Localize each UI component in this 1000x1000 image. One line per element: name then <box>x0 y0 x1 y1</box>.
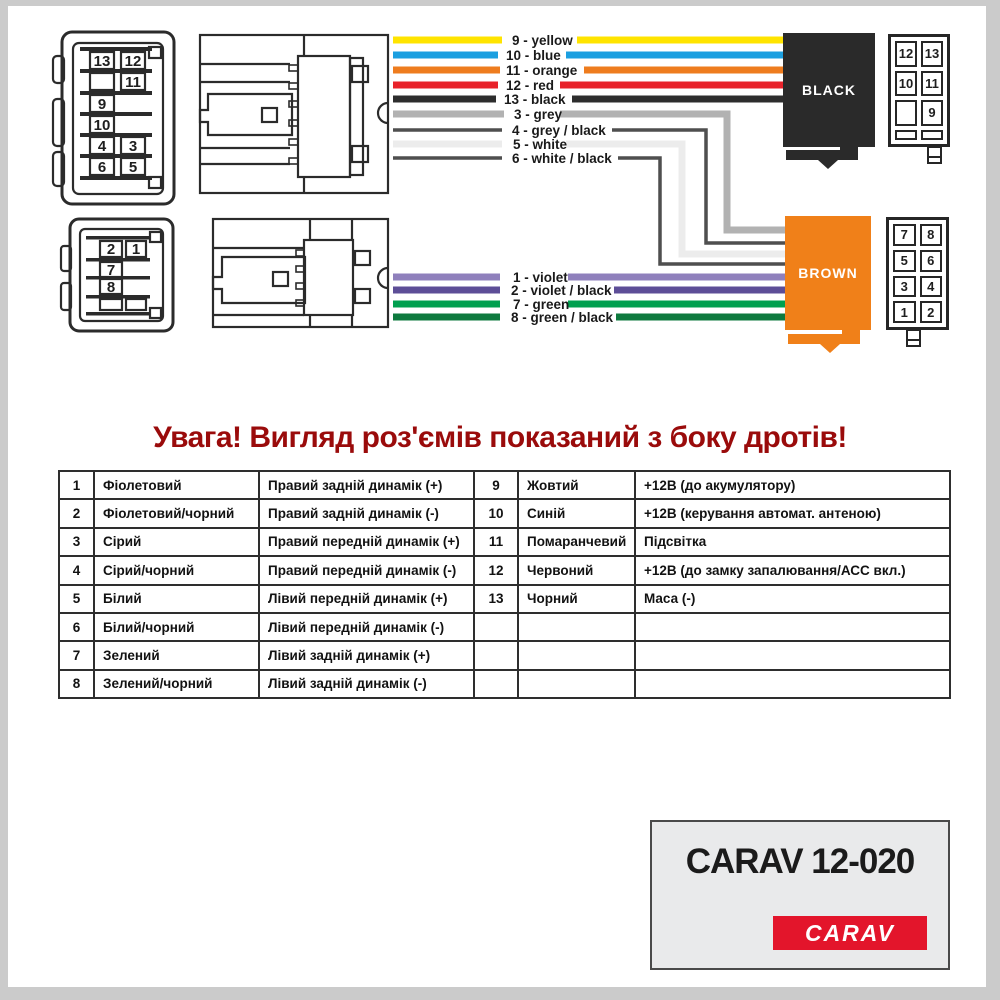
black-connector-block <box>783 33 875 147</box>
function-cell <box>635 641 950 669</box>
pin-number: 7 <box>106 262 116 279</box>
pin-number-cell: 4 <box>59 556 94 584</box>
pin-number-cell: 13 <box>474 585 518 613</box>
brand-box <box>650 820 950 970</box>
brand-model: CARAV 12-020 <box>685 842 915 881</box>
pin-cell-6: 6 <box>920 250 943 272</box>
pin-number-cell: 12 <box>474 556 518 584</box>
function-cell: Лівий передній динамік (-) <box>259 613 474 641</box>
pin-number-cell: 3 <box>59 528 94 556</box>
wire-label-4: 4 - grey / black <box>512 123 606 138</box>
function-cell <box>635 613 950 641</box>
function-cell: Лівий задній динамік (+) <box>259 641 474 669</box>
table-row <box>59 670 950 698</box>
function-cell: Правий задній динамік (+) <box>259 471 474 499</box>
wire-label-6: 6 - white / black <box>512 151 612 166</box>
pin-number-cell <box>474 613 518 641</box>
table-row <box>59 556 950 584</box>
pin-cell-empty <box>895 100 917 126</box>
pin-cell-empty <box>895 130 917 141</box>
wire-label-2: 2 - violet / black <box>511 283 612 298</box>
wire-color-cell <box>518 670 635 698</box>
function-cell: +12В (до акумулятору) <box>635 471 950 499</box>
black-pin-grid <box>888 34 950 147</box>
pin-cell-3: 3 <box>893 276 916 298</box>
function-cell: +12В (до замку запалювання/АСС вкл.) <box>635 556 950 584</box>
wire-label-5: 5 - white <box>513 137 568 152</box>
wire-table-body <box>59 471 950 698</box>
table-row <box>59 528 950 556</box>
pin-number: 4 <box>97 138 107 155</box>
pin-cell-4: 4 <box>920 276 943 298</box>
pin-cell-12: 12 <box>895 41 917 67</box>
connector-13pin-side <box>200 35 388 193</box>
wire-color-cell: Фіолетовий/чорний <box>94 499 259 527</box>
pin-cell-8: 8 <box>920 224 943 246</box>
pin-number: 2 <box>106 241 116 258</box>
wire-color-cell: Сірий/чорний <box>94 556 259 584</box>
wire-color-cell: Білий <box>94 585 259 613</box>
pin-number: 11 <box>125 74 141 91</box>
function-cell: Маса (-) <box>635 585 950 613</box>
pin-cell-10: 10 <box>895 71 917 97</box>
pin-number-cell: 1 <box>59 471 94 499</box>
pin-number: 8 <box>106 279 116 296</box>
pin-number-cell: 6 <box>59 613 94 641</box>
brown-connector-block <box>785 216 871 330</box>
page-frame-right <box>986 0 1000 1000</box>
wire-label-12: 12 - red <box>506 78 555 93</box>
pin-cell-2: 2 <box>920 301 943 323</box>
table-row <box>59 641 950 669</box>
pin-number: 12 <box>124 53 142 70</box>
wire-color-cell: Жовтий <box>518 471 635 499</box>
pin-cell-empty <box>921 130 943 141</box>
connector-8pin-front <box>61 219 173 331</box>
pin-cell-11: 11 <box>921 71 943 97</box>
wire-color-cell: Синій <box>518 499 635 527</box>
wire-color-cell: Помаранчевий <box>518 528 635 556</box>
wire-label-7: 7 - green <box>513 297 570 312</box>
wire-color-cell: Зелений <box>94 641 259 669</box>
pin-number: 1 <box>131 241 141 258</box>
pin-number-cell: 2 <box>59 499 94 527</box>
wire-color-cell: Білий/чорний <box>94 613 259 641</box>
page-frame-left <box>0 0 8 1000</box>
pin-cell-9: 9 <box>921 100 943 126</box>
pin-number-cell: 5 <box>59 585 94 613</box>
wire-color-cell <box>518 613 635 641</box>
page-frame-top <box>0 0 1000 6</box>
table-row <box>59 585 950 613</box>
brown-block-label: BROWN <box>798 265 858 281</box>
wire-label-9: 9 - yellow <box>512 33 573 48</box>
wire-label-10: 10 - blue <box>506 48 561 63</box>
wire-6 <box>618 158 788 264</box>
warning-title: Увага! Вигляд роз'ємів показаний з боку дротів! <box>153 421 847 454</box>
function-cell: Лівий задній динамік (-) <box>259 670 474 698</box>
pin-cell-1: 1 <box>893 301 916 323</box>
function-cell: Лівий передній динамік (+) <box>259 585 474 613</box>
brown-pin-grid <box>886 217 949 330</box>
wire-label-13: 13 - black <box>504 92 566 107</box>
carav-logo: CARAV <box>773 916 927 950</box>
table-row <box>59 499 950 527</box>
wire-color-cell: Червоний <box>518 556 635 584</box>
black-block-label: BLACK <box>802 82 856 98</box>
wire-color-cell <box>518 641 635 669</box>
pin-number: 5 <box>128 159 138 176</box>
pin-number-cell: 7 <box>59 641 94 669</box>
wire-color-cell: Фіолетовий <box>94 471 259 499</box>
pin-number-cell <box>474 641 518 669</box>
pin-number: 13 <box>93 53 111 70</box>
wire-color-cell: Сірий <box>94 528 259 556</box>
pin-number-cell: 8 <box>59 670 94 698</box>
function-cell: Правий задній динамік (-) <box>259 499 474 527</box>
function-cell: Підсвітка <box>635 528 950 556</box>
pin-cell-5: 5 <box>893 250 916 272</box>
wire-label-8: 8 - green / black <box>511 310 614 325</box>
table-row <box>59 613 950 641</box>
wire-color-cell: Чорний <box>518 585 635 613</box>
page-frame-bottom <box>0 987 1000 1000</box>
table-row <box>59 471 950 499</box>
function-cell <box>635 670 950 698</box>
function-cell: +12В (керування автомат. антеною) <box>635 499 950 527</box>
connector-8pin-side <box>213 219 388 327</box>
black-pin-grid-tab <box>927 146 942 164</box>
pin-cell-7: 7 <box>893 224 916 246</box>
pin-number: 10 <box>93 117 111 134</box>
function-cell: Правий передній динамік (+) <box>259 528 474 556</box>
pin-number: 3 <box>128 138 138 155</box>
pin-number-cell: 11 <box>474 528 518 556</box>
wire-label-3: 3 - grey <box>514 107 563 122</box>
connector-13pin-front <box>53 32 174 204</box>
wire-label-1: 1 - violet <box>513 270 568 285</box>
brown-pin-grid-tab <box>906 329 921 347</box>
wire-label-11: 11 - orange <box>506 63 578 78</box>
pin-number: 9 <box>97 96 107 113</box>
pin-number: 6 <box>97 159 107 176</box>
pin-cell-13: 13 <box>921 41 943 67</box>
wire-table <box>58 470 951 699</box>
function-cell: Правий передній динамік (-) <box>259 556 474 584</box>
pin-number-cell: 10 <box>474 499 518 527</box>
pin-number-cell <box>474 670 518 698</box>
wire-color-cell: Зелений/чорний <box>94 670 259 698</box>
pin-number-cell: 9 <box>474 471 518 499</box>
